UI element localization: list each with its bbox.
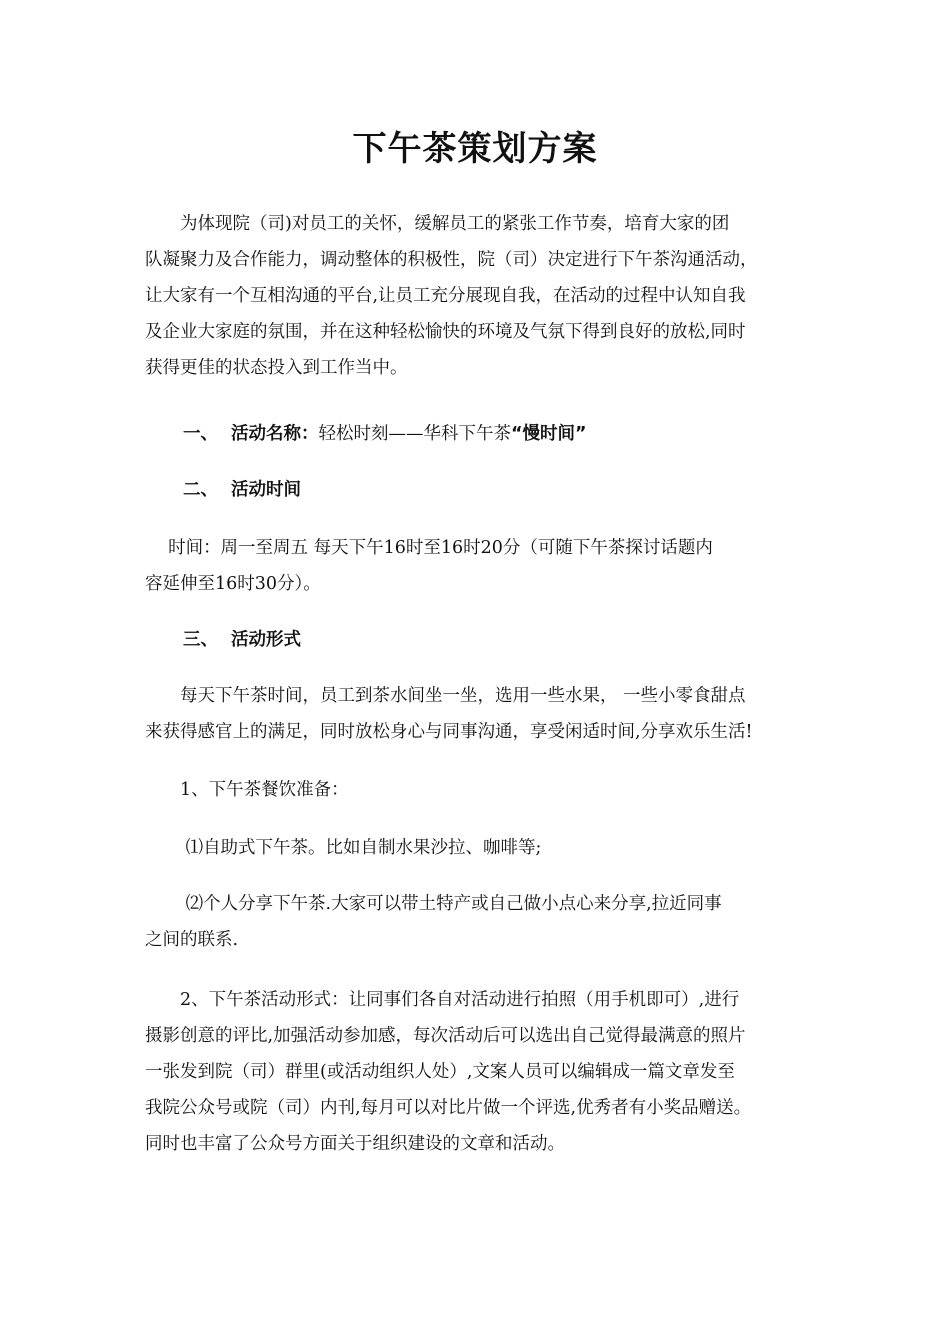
item-2-line: 一张发到院（司）群里(或活动组织人处）,文案人员可以编辑成一篇文章发至 <box>145 1062 735 1082</box>
item-1-text: 1、下午茶餐饮准备： <box>145 780 349 800</box>
intro-line: 让大家有一个互相沟通的平台,让员工充分展现自我，在活动的过程中认知自我 <box>145 286 746 306</box>
item-1b-line: ⑵个人分享下午茶.大家可以带土特产或自己做小点心来分享,拉近同事 <box>145 894 722 914</box>
item-2-line: 摄影创意的评比,加强活动参加感，每次活动后可以选出自己觉得最满意的照片 <box>145 1026 746 1046</box>
item-2-paragraph <box>145 982 815 1162</box>
intro-line: 及企业大家庭的氛围，并在这种轻松愉快的环境及气氛下得到良好的放松,同时 <box>145 322 746 342</box>
item-1b <box>145 886 815 958</box>
form-line: 来获得感官上的满足，同时放松身心与同事沟通，享受闲适时间,分享欢乐生活! <box>145 722 753 742</box>
page-title: 下午茶策划方案 <box>352 129 598 169</box>
section-number: 一、 <box>183 424 218 444</box>
section-label: 活动时间 <box>231 480 301 500</box>
item-2-line: 我院公众号或院（司）内刊,每月可以对比片做一个评选,优秀者有小奖品赠送。 <box>145 1098 752 1118</box>
item-1-heading <box>145 772 815 808</box>
time-paragraph <box>145 530 815 602</box>
item-1a <box>145 830 815 866</box>
intro-line: 队凝聚力及合作能力，调动整体的积极性，院（司）决定进行下午茶沟通活动， <box>145 250 758 270</box>
form-line: 每天下午茶时间，员工到茶水间坐一坐，选用一些水果， 一些小零食甜点 <box>145 686 746 706</box>
form-paragraph <box>145 678 815 750</box>
activity-name-value: 轻松时刻——华科下午茶 <box>318 424 511 444</box>
time-line: 容延伸至16时30分）。 <box>145 574 321 594</box>
section-number: 三、 <box>183 630 218 650</box>
section-label: 活动形式 <box>231 630 301 650</box>
item-2-line: 同时也丰富了公众号方面关于组织建设的文章和活动。 <box>145 1134 565 1154</box>
time-line: 时间：周一至周五 每天下午16时至16时20分（可随下午茶探讨话题内 <box>145 538 713 558</box>
item-2-line: 2、下午茶活动形式：让同事们各自对活动进行拍照（用手机即可）,进行 <box>145 990 740 1010</box>
section-heading-activity-form <box>183 622 301 658</box>
item-1b-line: 之间的联系. <box>145 930 239 950</box>
section-heading-activity-name <box>183 416 587 452</box>
item-1a-text: ⑴自助式下午茶。比如自制水果沙拉、咖啡等; <box>145 838 542 858</box>
intro-line: 获得更佳的状态投入到工作当中。 <box>145 358 408 378</box>
intro-line: 为体现院（司)对员工的关怀，缓解员工的紧张工作节奏，培育大家的团 <box>145 214 730 234</box>
section-number: 二、 <box>183 480 218 500</box>
intro-paragraph <box>145 206 815 386</box>
section-heading-activity-time <box>183 472 301 508</box>
section-label: 活动名称： <box>231 424 319 444</box>
activity-name-quoted: “慢时间” <box>511 424 587 444</box>
